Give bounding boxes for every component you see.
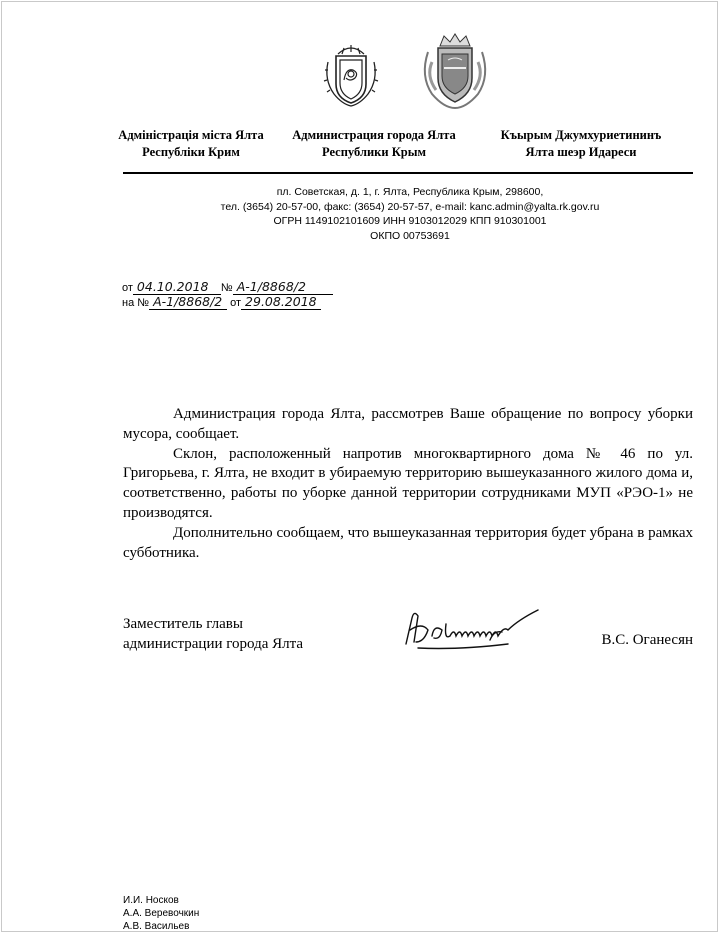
outgoing-number: А-1/8868/2 <box>233 279 333 295</box>
body-paragraph: Дополнительно сообщаем, что вышеуказанная территория будет убрана в рамках субботника. <box>123 524 693 561</box>
body-paragraph: Администрация города Ялта, рассмотрев Ваше обращение по вопросу уборки мусора, сообщает. <box>123 406 693 442</box>
outgoing-date: 04.10.2018 <box>133 279 221 295</box>
signatory-name: В.С. Оганесян <box>601 632 693 648</box>
handwritten-signature <box>398 600 568 660</box>
incoming-number: А-1/8868/2 <box>149 294 227 310</box>
executors-list: И.И. Носков А.А. Веревочкин А.В. Васильев <box>123 895 200 932</box>
header-col-ukrainian: Адміністрація міста Ялта Республіки Крим <box>118 128 264 159</box>
address-block: пл. Советская, д. 1, г. Ялта, Республика Крым, 298600, тел. (3654) 20-57-00, факс: (3654) 20-57-57, e-mail: kanc.admin@yalta.rk.gov.ru ОГРН 1149102101609 ИНН 9103012029 КПП 910301001 ОКПО 00753691 <box>220 186 600 242</box>
outgoing-registration: от 04.10.2018 № А-1/8868/2 <box>122 279 333 295</box>
header-rule <box>123 172 693 174</box>
crimea-emblem-icon <box>322 40 380 108</box>
incoming-registration: на № А-1/8868/2 от 29.08.2018 <box>122 294 321 310</box>
yalta-coat-of-arms-icon <box>418 32 492 112</box>
body-paragraph: Склон, расположенный напротив многоквартирного дома № 46 по ул. Григорьева, г. Ялта, не входит в убираемую территорию вышеуказанного жилого дома и, соответственно, работы по уборке данной территории сотрудниками МУП «РЭО-1» не производятся. <box>123 445 693 521</box>
signatory-position: Заместитель главы администрации города Ялта <box>123 616 304 652</box>
letter-body <box>123 405 693 563</box>
header-col-crimean-tatar: Къырым Джумхуриетининъ Ялта шеэр Идареси <box>500 128 662 159</box>
incoming-date: 29.08.2018 <box>241 294 321 310</box>
header-col-russian: Администрация города Ялта Республики Крым <box>292 128 456 159</box>
